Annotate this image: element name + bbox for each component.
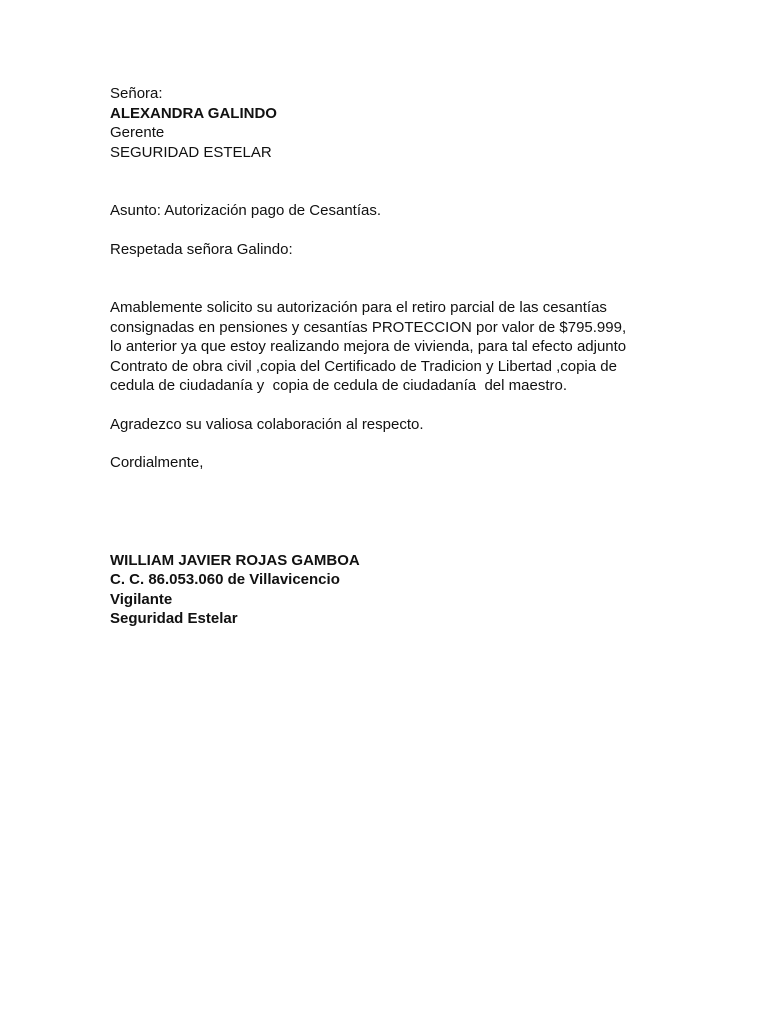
body-line: cedula de ciudadanía y copia de cedula de ciudadanía del maestro. (110, 377, 567, 394)
letter-page (110, 84, 670, 629)
thanks-text: Agradezco su valiosa colaboración al respecto. (110, 415, 424, 433)
signature-role: Vigilante (110, 590, 173, 608)
subject-line (110, 201, 670, 221)
recipient-block (110, 84, 670, 162)
greeting-line (110, 240, 670, 260)
signature-block (110, 551, 670, 629)
signature-company: Seguridad Estelar (110, 610, 238, 627)
recipient-title: Gerente (110, 124, 165, 141)
body-line: Contrato de obra civil ,copia del Certificado de Tradicion y Libertad ,copia de (110, 357, 617, 375)
recipient-salutation: Señora: (110, 85, 163, 102)
recipient-name: ALEXANDRA GALINDO (110, 104, 277, 122)
closing-line (110, 453, 670, 473)
closing-text: Cordialmente, (110, 454, 204, 471)
body-line: consignadas en pensiones y cesantías PROTECCION por valor de $795.999, (110, 318, 627, 336)
signature-id: C. C. 86.053.060 de Villavicencio (110, 571, 340, 588)
recipient-company: SEGURIDAD ESTELAR (110, 143, 272, 161)
greeting-text: Respetada señora Galindo: (110, 240, 293, 258)
letter-body (110, 298, 670, 396)
thanks-line (110, 415, 670, 435)
body-line: lo anterior ya que estoy realizando mejora de vivienda, para tal efecto adjunto (110, 338, 627, 355)
signature-name: WILLIAM JAVIER ROJAS GAMBOA (110, 551, 360, 569)
body-line: Amablemente solicito su autorización para el retiro parcial de las cesantías (110, 299, 607, 316)
subject-text: Asunto: Autorización pago de Cesantías. (110, 202, 382, 219)
